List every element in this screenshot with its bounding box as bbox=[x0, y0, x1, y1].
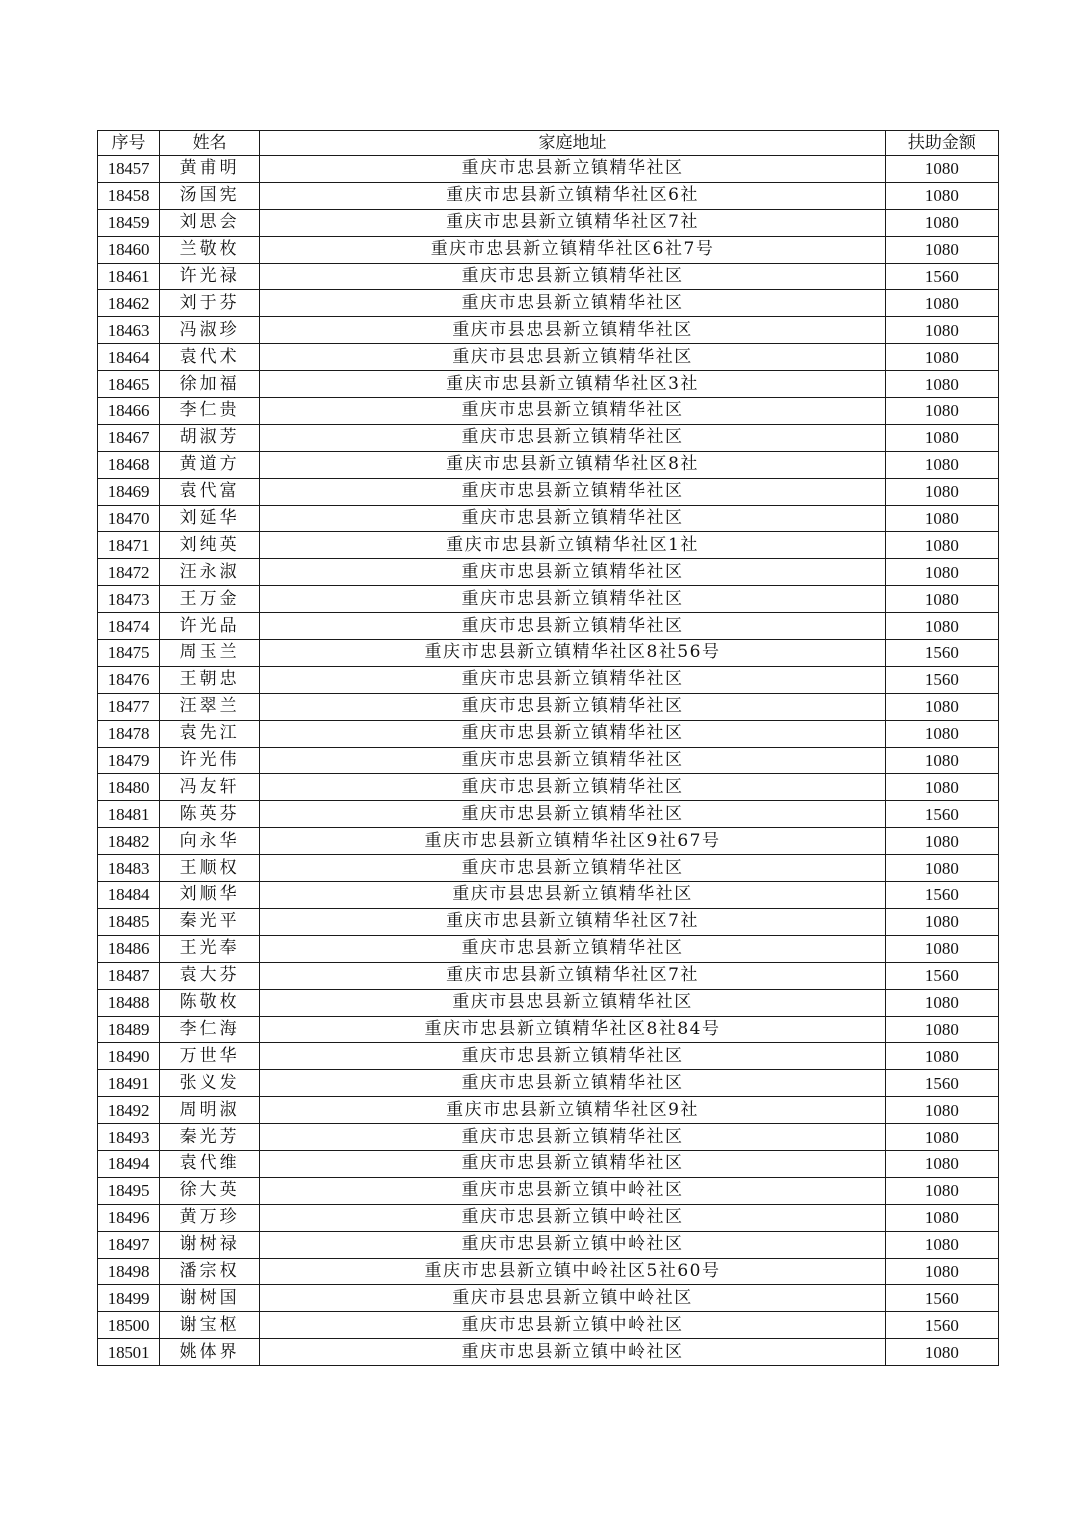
table-row bbox=[98, 1097, 999, 1124]
cell-address: 重庆市忠县新立镇精华社区 bbox=[260, 586, 886, 613]
cell-amount: 1560 bbox=[885, 640, 998, 667]
cell-address: 重庆市忠县新立镇精华社区 bbox=[260, 720, 886, 747]
cell-name: 秦光芳 bbox=[160, 1124, 260, 1151]
cell-id: 18469 bbox=[98, 478, 160, 505]
cell-id: 18501 bbox=[98, 1339, 160, 1366]
cell-id: 18481 bbox=[98, 801, 160, 828]
cell-amount: 1080 bbox=[885, 505, 998, 532]
cell-amount: 1080 bbox=[885, 532, 998, 559]
cell-name: 谢宝枢 bbox=[160, 1312, 260, 1339]
cell-name: 李仁海 bbox=[160, 1016, 260, 1043]
cell-address: 重庆市忠县新立镇精华社区 bbox=[260, 505, 886, 532]
table-row bbox=[98, 424, 999, 451]
cell-amount: 1080 bbox=[885, 290, 998, 317]
cell-address: 重庆市忠县新立镇中岭社区 bbox=[260, 1231, 886, 1258]
cell-address: 重庆市忠县新立镇精华社区 bbox=[260, 666, 886, 693]
cell-name: 向永华 bbox=[160, 828, 260, 855]
table-row bbox=[98, 613, 999, 640]
cell-amount: 1080 bbox=[885, 989, 998, 1016]
cell-address: 重庆市忠县新立镇精华社区 bbox=[260, 613, 886, 640]
cell-address: 重庆市忠县新立镇精华社区 bbox=[260, 935, 886, 962]
table-row bbox=[98, 801, 999, 828]
cell-name: 胡淑芳 bbox=[160, 424, 260, 451]
cell-id: 18479 bbox=[98, 747, 160, 774]
cell-id: 18490 bbox=[98, 1043, 160, 1070]
cell-id: 18467 bbox=[98, 424, 160, 451]
cell-address: 重庆市县忠县新立镇精华社区 bbox=[260, 344, 886, 371]
cell-name: 徐加福 bbox=[160, 371, 260, 398]
cell-id: 18462 bbox=[98, 290, 160, 317]
table-row bbox=[98, 478, 999, 505]
cell-name: 王光奉 bbox=[160, 935, 260, 962]
cell-id: 18492 bbox=[98, 1097, 160, 1124]
table-row bbox=[98, 451, 999, 478]
cell-address: 重庆市忠县新立镇精华社区8社56号 bbox=[260, 640, 886, 667]
cell-name: 黄万珍 bbox=[160, 1204, 260, 1231]
table-row bbox=[98, 1204, 999, 1231]
cell-id: 18470 bbox=[98, 505, 160, 532]
cell-name: 袁先江 bbox=[160, 720, 260, 747]
cell-address: 重庆市忠县新立镇精华社区7社 bbox=[260, 209, 886, 236]
cell-name: 谢树国 bbox=[160, 1285, 260, 1312]
cell-id: 18497 bbox=[98, 1231, 160, 1258]
cell-address: 重庆市忠县新立镇精华社区 bbox=[260, 1150, 886, 1177]
cell-amount: 1560 bbox=[885, 882, 998, 909]
cell-amount: 1080 bbox=[885, 1231, 998, 1258]
table-row bbox=[98, 989, 999, 1016]
table-row bbox=[98, 908, 999, 935]
cell-address: 重庆市忠县新立镇精华社区 bbox=[260, 1070, 886, 1097]
cell-id: 18460 bbox=[98, 236, 160, 263]
table-header bbox=[98, 131, 999, 156]
table-row bbox=[98, 1043, 999, 1070]
table-row bbox=[98, 505, 999, 532]
cell-address: 重庆市忠县新立镇精华社区8社84号 bbox=[260, 1016, 886, 1043]
header-amount: 扶助金额 bbox=[885, 131, 998, 156]
table-row bbox=[98, 209, 999, 236]
cell-name: 周明淑 bbox=[160, 1097, 260, 1124]
table-row bbox=[98, 962, 999, 989]
table-row bbox=[98, 344, 999, 371]
cell-address: 重庆市忠县新立镇中岭社区 bbox=[260, 1177, 886, 1204]
table-row bbox=[98, 532, 999, 559]
cell-amount: 1080 bbox=[885, 1097, 998, 1124]
cell-name: 兰敬枚 bbox=[160, 236, 260, 263]
cell-name: 袁代富 bbox=[160, 478, 260, 505]
cell-address: 重庆市忠县新立镇中岭社区 bbox=[260, 1204, 886, 1231]
table-row bbox=[98, 1339, 999, 1366]
cell-id: 18474 bbox=[98, 613, 160, 640]
table-row bbox=[98, 182, 999, 209]
table-row bbox=[98, 935, 999, 962]
cell-name: 万世华 bbox=[160, 1043, 260, 1070]
cell-address: 重庆市忠县新立镇精华社区9社67号 bbox=[260, 828, 886, 855]
cell-amount: 1080 bbox=[885, 424, 998, 451]
table-row bbox=[98, 1231, 999, 1258]
cell-name: 秦光平 bbox=[160, 908, 260, 935]
cell-id: 18498 bbox=[98, 1258, 160, 1285]
cell-amount: 1080 bbox=[885, 693, 998, 720]
cell-address: 重庆市忠县新立镇精华社区9社 bbox=[260, 1097, 886, 1124]
header-address: 家庭地址 bbox=[260, 131, 886, 156]
table-row bbox=[98, 693, 999, 720]
assistance-table bbox=[97, 130, 999, 1366]
cell-address: 重庆市县忠县新立镇精华社区 bbox=[260, 989, 886, 1016]
cell-amount: 1560 bbox=[885, 1285, 998, 1312]
table-row bbox=[98, 1258, 999, 1285]
table-row bbox=[98, 156, 999, 183]
cell-id: 18471 bbox=[98, 532, 160, 559]
cell-id: 18466 bbox=[98, 398, 160, 425]
cell-name: 汪翠兰 bbox=[160, 693, 260, 720]
cell-amount: 1560 bbox=[885, 666, 998, 693]
cell-name: 汪永淑 bbox=[160, 559, 260, 586]
cell-name: 陈英芬 bbox=[160, 801, 260, 828]
cell-id: 18483 bbox=[98, 855, 160, 882]
cell-address: 重庆市忠县新立镇精华社区7社 bbox=[260, 908, 886, 935]
cell-id: 18459 bbox=[98, 209, 160, 236]
cell-address: 重庆市忠县新立镇精华社区 bbox=[260, 290, 886, 317]
cell-amount: 1080 bbox=[885, 451, 998, 478]
cell-amount: 1080 bbox=[885, 156, 998, 183]
cell-id: 18486 bbox=[98, 935, 160, 962]
cell-amount: 1080 bbox=[885, 1150, 998, 1177]
cell-id: 18491 bbox=[98, 1070, 160, 1097]
cell-address: 重庆市忠县新立镇精华社区 bbox=[260, 424, 886, 451]
cell-id: 18484 bbox=[98, 882, 160, 909]
cell-id: 18476 bbox=[98, 666, 160, 693]
cell-amount: 1560 bbox=[885, 1312, 998, 1339]
cell-name: 潘宗权 bbox=[160, 1258, 260, 1285]
table-row bbox=[98, 317, 999, 344]
cell-address: 重庆市忠县新立镇精华社区 bbox=[260, 693, 886, 720]
cell-id: 18475 bbox=[98, 640, 160, 667]
cell-id: 18465 bbox=[98, 371, 160, 398]
cell-address: 重庆市忠县新立镇中岭社区5社60号 bbox=[260, 1258, 886, 1285]
cell-amount: 1080 bbox=[885, 935, 998, 962]
table-row bbox=[98, 263, 999, 290]
cell-amount: 1080 bbox=[885, 559, 998, 586]
cell-address: 重庆市忠县新立镇精华社区 bbox=[260, 559, 886, 586]
cell-amount: 1080 bbox=[885, 855, 998, 882]
cell-address: 重庆市忠县新立镇精华社区 bbox=[260, 478, 886, 505]
table-row bbox=[98, 371, 999, 398]
cell-address: 重庆市忠县新立镇中岭社区 bbox=[260, 1312, 886, 1339]
header-id: 序号 bbox=[98, 131, 160, 156]
cell-name: 汤国宪 bbox=[160, 182, 260, 209]
cell-id: 18496 bbox=[98, 1204, 160, 1231]
cell-amount: 1080 bbox=[885, 182, 998, 209]
cell-address: 重庆市忠县新立镇精华社区3社 bbox=[260, 371, 886, 398]
table-row bbox=[98, 1016, 999, 1043]
cell-address: 重庆市忠县新立镇精华社区 bbox=[260, 263, 886, 290]
table-row bbox=[98, 720, 999, 747]
cell-address: 重庆市忠县新立镇中岭社区 bbox=[260, 1339, 886, 1366]
cell-address: 重庆市县忠县新立镇中岭社区 bbox=[260, 1285, 886, 1312]
table-row bbox=[98, 882, 999, 909]
cell-amount: 1080 bbox=[885, 586, 998, 613]
cell-id: 18487 bbox=[98, 962, 160, 989]
cell-id: 18478 bbox=[98, 720, 160, 747]
cell-address: 重庆市忠县新立镇精华社区6社7号 bbox=[260, 236, 886, 263]
cell-address: 重庆市忠县新立镇精华社区 bbox=[260, 747, 886, 774]
table-row bbox=[98, 290, 999, 317]
table-row bbox=[98, 855, 999, 882]
cell-amount: 1080 bbox=[885, 1043, 998, 1070]
table-row bbox=[98, 1150, 999, 1177]
cell-amount: 1560 bbox=[885, 962, 998, 989]
cell-name: 刘顺华 bbox=[160, 882, 260, 909]
cell-address: 重庆市忠县新立镇精华社区 bbox=[260, 801, 886, 828]
table-row bbox=[98, 666, 999, 693]
cell-amount: 1080 bbox=[885, 317, 998, 344]
cell-name: 冯淑珍 bbox=[160, 317, 260, 344]
table-row bbox=[98, 398, 999, 425]
cell-id: 18464 bbox=[98, 344, 160, 371]
cell-name: 黄甫明 bbox=[160, 156, 260, 183]
header-row bbox=[98, 131, 999, 156]
cell-id: 18482 bbox=[98, 828, 160, 855]
cell-name: 陈敬枚 bbox=[160, 989, 260, 1016]
table-row bbox=[98, 1070, 999, 1097]
cell-name: 许光伟 bbox=[160, 747, 260, 774]
cell-name: 王万金 bbox=[160, 586, 260, 613]
table-body bbox=[98, 156, 999, 1366]
cell-id: 18472 bbox=[98, 559, 160, 586]
cell-amount: 1560 bbox=[885, 801, 998, 828]
cell-id: 18473 bbox=[98, 586, 160, 613]
cell-id: 18489 bbox=[98, 1016, 160, 1043]
cell-amount: 1080 bbox=[885, 613, 998, 640]
cell-amount: 1080 bbox=[885, 371, 998, 398]
cell-name: 谢树禄 bbox=[160, 1231, 260, 1258]
cell-id: 18477 bbox=[98, 693, 160, 720]
cell-name: 刘纯英 bbox=[160, 532, 260, 559]
cell-amount: 1080 bbox=[885, 1258, 998, 1285]
table-row bbox=[98, 640, 999, 667]
cell-amount: 1080 bbox=[885, 828, 998, 855]
cell-name: 许光品 bbox=[160, 613, 260, 640]
cell-name: 王朝忠 bbox=[160, 666, 260, 693]
cell-name: 徐大英 bbox=[160, 1177, 260, 1204]
cell-address: 重庆市县忠县新立镇精华社区 bbox=[260, 882, 886, 909]
cell-amount: 1560 bbox=[885, 1070, 998, 1097]
cell-amount: 1080 bbox=[885, 398, 998, 425]
cell-name: 许光禄 bbox=[160, 263, 260, 290]
cell-amount: 1080 bbox=[885, 209, 998, 236]
cell-name: 王顺权 bbox=[160, 855, 260, 882]
cell-name: 刘思会 bbox=[160, 209, 260, 236]
cell-amount: 1080 bbox=[885, 1339, 998, 1366]
cell-id: 18485 bbox=[98, 908, 160, 935]
cell-address: 重庆市忠县新立镇精华社区6社 bbox=[260, 182, 886, 209]
cell-name: 李仁贵 bbox=[160, 398, 260, 425]
cell-id: 18457 bbox=[98, 156, 160, 183]
cell-amount: 1080 bbox=[885, 774, 998, 801]
cell-name: 袁代术 bbox=[160, 344, 260, 371]
table-row bbox=[98, 586, 999, 613]
cell-address: 重庆市县忠县新立镇精华社区 bbox=[260, 317, 886, 344]
header-name: 姓名 bbox=[160, 131, 260, 156]
cell-id: 18493 bbox=[98, 1124, 160, 1151]
cell-amount: 1080 bbox=[885, 1177, 998, 1204]
cell-address: 重庆市忠县新立镇精华社区1社 bbox=[260, 532, 886, 559]
table-row bbox=[98, 236, 999, 263]
cell-address: 重庆市忠县新立镇精华社区7社 bbox=[260, 962, 886, 989]
cell-amount: 1080 bbox=[885, 720, 998, 747]
cell-name: 黄道方 bbox=[160, 451, 260, 478]
cell-name: 姚体界 bbox=[160, 1339, 260, 1366]
cell-amount: 1080 bbox=[885, 478, 998, 505]
table-row bbox=[98, 747, 999, 774]
table-row bbox=[98, 828, 999, 855]
cell-name: 袁大芬 bbox=[160, 962, 260, 989]
cell-address: 重庆市忠县新立镇精华社区 bbox=[260, 1043, 886, 1070]
cell-id: 18488 bbox=[98, 989, 160, 1016]
cell-name: 张义发 bbox=[160, 1070, 260, 1097]
cell-id: 18499 bbox=[98, 1285, 160, 1312]
cell-amount: 1080 bbox=[885, 236, 998, 263]
cell-amount: 1080 bbox=[885, 1016, 998, 1043]
cell-id: 18468 bbox=[98, 451, 160, 478]
cell-name: 周玉兰 bbox=[160, 640, 260, 667]
cell-id: 18463 bbox=[98, 317, 160, 344]
table-row bbox=[98, 559, 999, 586]
table-row bbox=[98, 774, 999, 801]
cell-id: 18461 bbox=[98, 263, 160, 290]
cell-id: 18494 bbox=[98, 1150, 160, 1177]
cell-address: 重庆市忠县新立镇精华社区8社 bbox=[260, 451, 886, 478]
cell-name: 冯友轩 bbox=[160, 774, 260, 801]
cell-id: 18495 bbox=[98, 1177, 160, 1204]
cell-address: 重庆市忠县新立镇精华社区 bbox=[260, 855, 886, 882]
cell-id: 18500 bbox=[98, 1312, 160, 1339]
cell-address: 重庆市忠县新立镇精华社区 bbox=[260, 1124, 886, 1151]
cell-amount: 1080 bbox=[885, 1124, 998, 1151]
table-row bbox=[98, 1177, 999, 1204]
table-row bbox=[98, 1124, 999, 1151]
cell-amount: 1080 bbox=[885, 344, 998, 371]
cell-name: 刘延华 bbox=[160, 505, 260, 532]
cell-id: 18480 bbox=[98, 774, 160, 801]
cell-name: 袁代维 bbox=[160, 1150, 260, 1177]
cell-amount: 1080 bbox=[885, 908, 998, 935]
table-row bbox=[98, 1285, 999, 1312]
cell-name: 刘于芬 bbox=[160, 290, 260, 317]
cell-address: 重庆市忠县新立镇精华社区 bbox=[260, 156, 886, 183]
cell-amount: 1080 bbox=[885, 1204, 998, 1231]
cell-address: 重庆市忠县新立镇精华社区 bbox=[260, 774, 886, 801]
cell-id: 18458 bbox=[98, 182, 160, 209]
table-row bbox=[98, 1312, 999, 1339]
cell-amount: 1560 bbox=[885, 263, 998, 290]
cell-amount: 1080 bbox=[885, 747, 998, 774]
cell-address: 重庆市忠县新立镇精华社区 bbox=[260, 398, 886, 425]
